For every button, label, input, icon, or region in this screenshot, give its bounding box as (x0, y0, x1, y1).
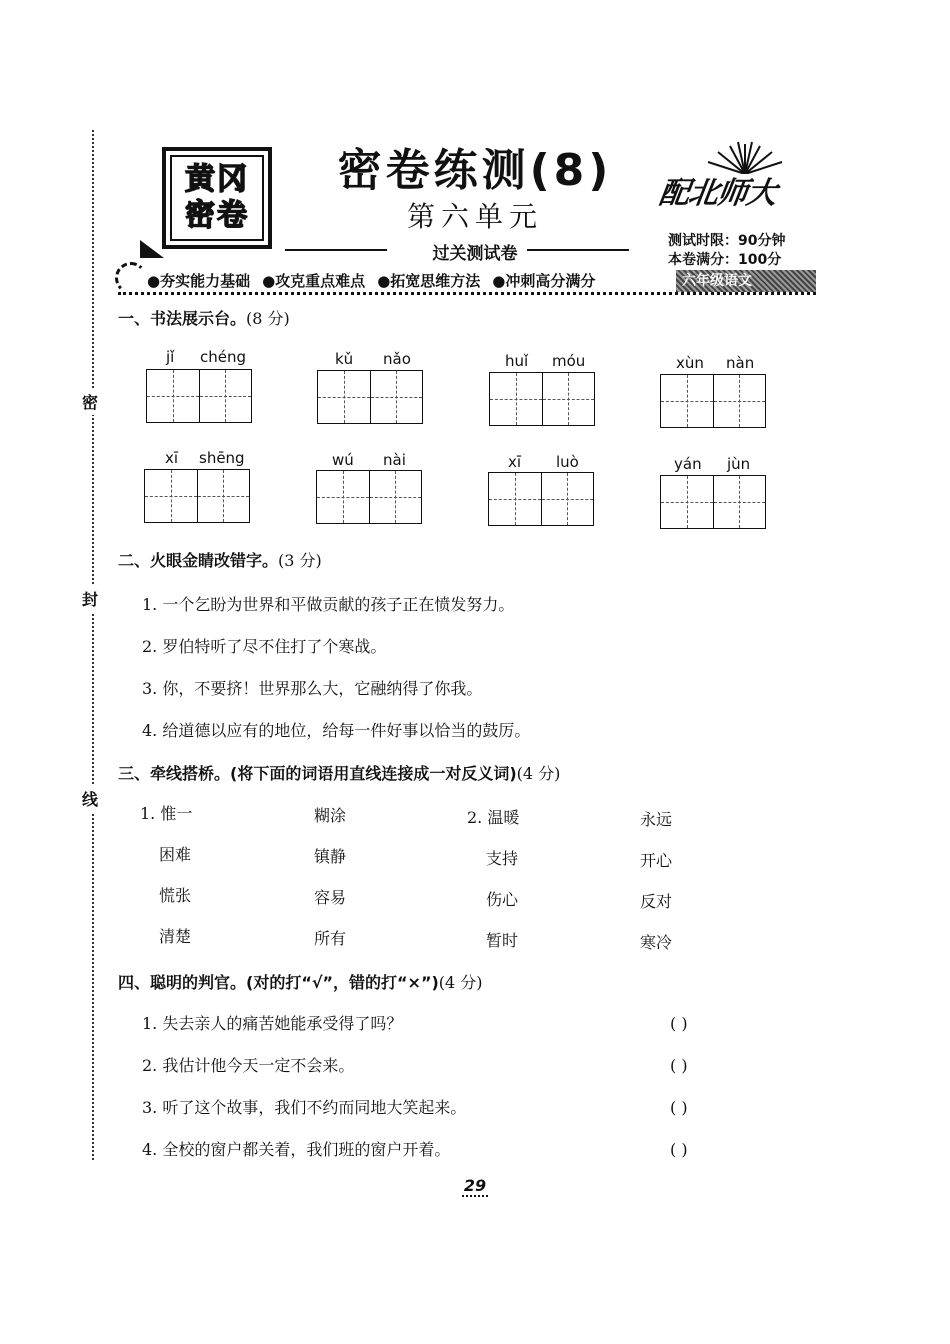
pinyin: luò (556, 453, 579, 471)
pinyin: chéng (200, 348, 247, 366)
brand-logo: 配北师大 (657, 176, 778, 211)
full-score: 本卷满分：100分 (668, 252, 782, 268)
section-2-title: 二、火眼金睛改错字。 (118, 551, 279, 570)
match-word[interactable]: 慌张 (159, 886, 192, 905)
page-title: 密卷练测(8) (337, 145, 613, 196)
writing-grid[interactable] (146, 369, 252, 423)
binding-line (92, 130, 94, 1160)
answer-blank[interactable]: ( ) (670, 1098, 688, 1117)
pinyin: xùn (676, 354, 704, 372)
section-3-title: 三、牵线搭桥。(将下面的词语用直线连接成一对反义词) (118, 764, 517, 783)
section-2-points: (3 分) (278, 551, 322, 570)
pinyin: nǎo (383, 350, 411, 368)
page-subtitle: 第六单元 (406, 200, 543, 233)
writing-grid[interactable] (317, 370, 423, 424)
section-2-item: 3. 你，不要挤！世界那么大，它融纳得了你我。 (142, 679, 483, 698)
section-3-heading (118, 761, 560, 784)
match-word[interactable]: 困难 (159, 845, 192, 864)
pinyin: shēng (199, 449, 245, 467)
pinyin: jùn (727, 455, 751, 473)
match-word[interactable]: 暂时 (486, 931, 519, 950)
pinyin: huǐ (505, 352, 529, 370)
header-divider (118, 292, 816, 295)
match-word[interactable]: 反对 (640, 892, 673, 911)
writing-grid[interactable] (144, 469, 250, 523)
answer-blank[interactable]: ( ) (670, 1014, 688, 1033)
logo-line-1: 黄冈 (185, 162, 249, 197)
pinyin: kǔ (335, 350, 354, 368)
page-number-value: 29 (463, 1176, 487, 1195)
writing-grid[interactable] (489, 372, 595, 426)
section-2-item: 4. 给道德以应有的地位，给每一件好事以恰当的鼓厉。 (142, 721, 531, 740)
section-2-item: 1. 一个乞盼为世界和平做贡献的孩子正在愤发努力。 (142, 595, 515, 614)
match-word[interactable]: 寒冷 (640, 933, 673, 952)
pinyin: yán (674, 455, 702, 473)
section-4-heading (118, 970, 483, 993)
pinyin: xī (165, 449, 179, 467)
slogan-3: ●拓宽思维方法 (377, 272, 481, 290)
section-4-title: 四、聪明的判官。(对的打“√”，错的打“×”) (118, 973, 439, 992)
section-1-heading (118, 306, 290, 329)
pinyin: jǐ (166, 348, 175, 366)
section-4-item: 1. 失去亲人的痛苦她能承受得了吗？ (142, 1014, 403, 1033)
slogan-1: ●夯实能力基础 (147, 272, 251, 290)
binding-char-mi: 密 (82, 388, 98, 415)
pinyin: nàn (726, 354, 755, 372)
exam-type: 过关测试卷 (432, 244, 518, 264)
writing-grid[interactable] (488, 472, 594, 526)
page-number (0, 1176, 950, 1195)
binding-char-feng: 封 (82, 585, 98, 612)
section-4-item: 4. 全校的窗户都关着，我们班的窗户开着。 (142, 1140, 451, 1159)
match-word[interactable]: 2. 温暖 (467, 808, 520, 827)
slogan-bar (147, 270, 595, 291)
time-limit: 测试时限：90分钟 (668, 233, 786, 249)
section-4-item: 2. 我估计他今天一定不会来。 (142, 1056, 355, 1075)
grade-band: 六年级语文 (676, 270, 816, 292)
answer-blank[interactable]: ( ) (670, 1140, 688, 1159)
match-word[interactable]: 开心 (640, 851, 673, 870)
section-1-points: (8 分) (246, 309, 290, 328)
writing-grid[interactable] (316, 470, 422, 524)
title-rule-right (527, 249, 629, 251)
writing-grid[interactable] (660, 374, 766, 428)
writing-grid[interactable] (660, 475, 766, 529)
match-word[interactable]: 支持 (486, 849, 519, 868)
binding-char-xian: 线 (82, 785, 98, 812)
match-word[interactable]: 清楚 (159, 927, 192, 946)
match-word[interactable]: 所有 (314, 929, 347, 948)
section-2-heading (118, 548, 322, 571)
section-3-points: (4 分) (516, 764, 561, 783)
corner-decoration (115, 262, 147, 294)
section-2-item: 2. 罗伯特听了尽不住打了个寒战。 (142, 637, 387, 656)
logo-line-2: 密卷 (185, 198, 249, 233)
match-word[interactable]: 镇静 (314, 847, 347, 866)
pinyin: móu (552, 352, 586, 370)
section-4-points: (4 分) (438, 973, 483, 992)
slogan-4: ●冲刺高分满分 (492, 272, 596, 290)
match-word[interactable]: 糊涂 (314, 806, 347, 825)
pinyin: wú (332, 451, 354, 469)
pinyin: nài (383, 451, 406, 469)
match-word[interactable]: 容易 (314, 888, 347, 907)
section-4-item: 3. 听了这个故事，我们不约而同地大笑起来。 (142, 1098, 467, 1117)
pinyin: xī (508, 453, 522, 471)
match-word[interactable]: 永远 (640, 810, 673, 829)
slogan-2: ●攻克重点难点 (262, 272, 366, 290)
section-1-title: 一、书法展示台。 (118, 309, 247, 328)
match-word[interactable]: 1. 惟一 (140, 804, 193, 823)
answer-blank[interactable]: ( ) (670, 1056, 688, 1075)
match-word[interactable]: 伤心 (486, 890, 519, 909)
